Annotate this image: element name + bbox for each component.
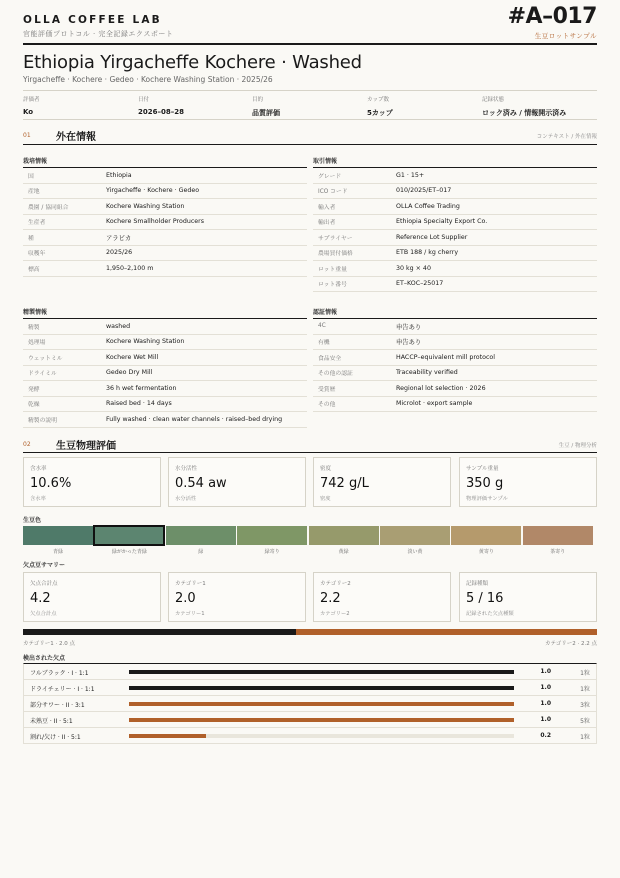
color-swatch	[94, 526, 164, 545]
processing-row	[23, 365, 307, 381]
stat-water-activity	[168, 457, 306, 507]
color-swatch-label: 黄緑	[338, 549, 349, 555]
trade-value: 010/2025/ET–017	[396, 183, 597, 199]
cultivation-row	[23, 230, 307, 246]
section-context: 生豆 / 物理分析	[558, 443, 597, 449]
processing-key: 精製の説明	[23, 412, 106, 428]
defect-bar-track	[129, 686, 514, 690]
defect-bar-track	[129, 734, 514, 738]
processing-value: Kochere Washing Station	[106, 334, 307, 350]
defect-types-card	[459, 572, 597, 622]
trade-row	[313, 261, 597, 277]
page-subtitle: Yirgacheffe · Kochere · Gedeo · Kochere Washing Station · 2025/26	[23, 75, 273, 84]
color-swatch	[523, 526, 593, 545]
certification-value: Microlot · export sample	[396, 396, 597, 412]
cultivation-title: 栽培情報	[23, 158, 48, 165]
color-swatch-label: 緑寄り	[264, 549, 280, 555]
certification-value: 申告あり	[396, 334, 597, 350]
trade-value: G1 · 15+	[396, 168, 597, 184]
processing-row	[23, 350, 307, 366]
stat-label: 欠点合計点	[30, 581, 58, 587]
trade-value: Ethiopia Specialty Export Co.	[396, 214, 597, 230]
processing-value: Fully washed · clean water channels · raised–bed drying	[106, 412, 307, 428]
stat-foot: 物理評価サンプル	[466, 496, 508, 502]
stat-label: 含水率	[30, 466, 47, 472]
stat-foot: 含水率	[30, 496, 46, 502]
color-swatch-label: 茶寄り	[550, 549, 566, 555]
page-title: Ethiopia Yirgacheffe Kochere · Washed	[23, 52, 362, 73]
stat-value: 5 / 16	[466, 591, 504, 606]
defect-count: 5粒	[580, 718, 590, 725]
cultivation-value: Yirgacheffe · Kochere · Gedeo	[106, 183, 307, 199]
color-swatch	[23, 526, 93, 545]
defect-cat1-card	[168, 572, 306, 622]
meta-purpose	[252, 95, 366, 118]
category-split-bar	[23, 629, 597, 635]
cultivation-row	[23, 183, 307, 199]
certification-key: 有機	[313, 334, 396, 350]
trade-key: 輸入者	[313, 199, 396, 215]
defect-count: 1粒	[580, 734, 590, 741]
defect-cat2-card	[313, 572, 451, 622]
stat-value: 2.0	[175, 591, 196, 606]
processing-key: 乾燥	[23, 396, 106, 412]
defect-bar-track	[129, 718, 514, 722]
stat-label: サンプル重量	[466, 466, 499, 472]
defect-value: 1.0	[540, 716, 551, 723]
stat-foot: カテゴリー1	[175, 611, 205, 617]
defect-count: 3粒	[580, 702, 590, 709]
defect-row	[24, 680, 596, 696]
defect-total-card	[23, 572, 161, 622]
cultivation-table	[23, 167, 307, 277]
cultivation-key: 産地	[23, 183, 106, 199]
stat-value: 742 g/L	[320, 476, 369, 491]
defects-title: 検出された欠点	[23, 655, 66, 662]
stat-label: 水分活性	[175, 466, 198, 472]
stat-foot: カテゴリー2	[320, 611, 350, 617]
processing-value: washed	[106, 319, 307, 335]
trade-value: 30 kg × 40	[396, 261, 597, 277]
defect-name: ドライチェリー · I · 1:1	[30, 686, 95, 693]
trade-table	[313, 167, 597, 292]
defect-value: 0.2	[540, 732, 551, 739]
cultivation-key: 生産者	[23, 214, 106, 230]
stat-value: 2.2	[320, 591, 341, 606]
cultivation-value: Ethiopia	[106, 168, 307, 184]
defect-name: フルブラック · I · 1:1	[30, 670, 89, 677]
cultivation-key: 国	[23, 168, 106, 184]
certification-key: 4C	[313, 319, 396, 335]
trade-value: ETB 188 / kg cherry	[396, 245, 597, 261]
section-number: 02	[23, 441, 31, 448]
meta-status	[482, 95, 596, 118]
processing-value: 36 h wet fermentation	[106, 381, 307, 397]
stat-foot: 記録された欠点種類	[466, 611, 514, 617]
trade-key: 輸出者	[313, 214, 396, 230]
defect-summary-title: 欠点豆サマリー	[23, 562, 66, 569]
color-swatch-label: 緑がかった青緑	[111, 549, 147, 555]
stat-foot: 密度	[320, 496, 331, 502]
certification-key: 食品安全	[313, 350, 396, 366]
processing-row	[23, 381, 307, 397]
stat-label: 密度	[320, 466, 332, 472]
cultivation-row	[23, 199, 307, 215]
meta-evaluator	[23, 95, 137, 116]
category2-label: カテゴリー2 · 2.2 点	[544, 641, 597, 647]
trade-row	[313, 230, 597, 246]
color-swatch-label: 黄寄り	[478, 549, 494, 555]
color-swatch-label: 緑	[198, 549, 204, 555]
processing-value: Gedeo Dry Mill	[106, 365, 307, 381]
sample-tag: 生豆ロットサンプル	[534, 32, 597, 40]
certification-table	[313, 318, 597, 412]
trade-key: ロット重量	[313, 261, 396, 277]
certification-row	[313, 381, 597, 397]
processing-value: Kochere Wet Mill	[106, 350, 307, 366]
certification-value: Traceability verified	[396, 365, 597, 381]
defect-count: 1粒	[580, 670, 590, 677]
cultivation-value: アラビカ	[106, 230, 307, 246]
processing-key: ドライミル	[23, 365, 106, 381]
processing-row	[23, 334, 307, 350]
cultivation-key: 種	[23, 230, 106, 246]
stat-foot: 水分活性	[175, 496, 197, 502]
stat-value: 350 g	[466, 476, 504, 491]
section-context: コンテキスト / 外在情報	[536, 134, 597, 140]
defect-value: 1.0	[540, 668, 551, 675]
stat-label: カテゴリー2	[320, 581, 351, 587]
certification-title: 認証情報	[313, 309, 338, 316]
defect-name: 割れ/欠け · II · 5:1	[30, 734, 81, 741]
stat-value: 4.2	[30, 591, 51, 606]
certification-row	[313, 334, 597, 350]
certification-row	[313, 319, 597, 335]
cultivation-key: 収穫年	[23, 245, 106, 261]
category1-label: カテゴリー1 · 2.0 点	[23, 641, 76, 647]
section-number: 01	[23, 132, 31, 139]
defect-bar-track	[129, 670, 514, 674]
processing-value: Raised bed · 14 days	[106, 396, 307, 412]
processing-row	[23, 396, 307, 412]
processing-key: 精製	[23, 319, 106, 335]
processing-title: 精製情報	[23, 309, 48, 316]
stat-density	[313, 457, 451, 507]
trade-key: ロット番号	[313, 276, 396, 292]
certification-row	[313, 365, 597, 381]
certification-row	[313, 396, 597, 412]
processing-table	[23, 318, 307, 428]
defect-value: 1.0	[540, 700, 551, 707]
processing-row	[23, 319, 307, 335]
category1-segment	[23, 629, 296, 635]
color-swatch	[309, 526, 379, 545]
cultivation-value: Kochere Washing Station	[106, 199, 307, 215]
section-divider	[23, 144, 597, 145]
meta-value: 品質評価	[252, 109, 280, 117]
meta-value: ロック済み / 情報開示済み	[482, 109, 567, 117]
meta-label: カップ数	[367, 97, 389, 103]
stat-value: 0.54 aw	[175, 476, 227, 491]
section-title: 外在情報	[56, 132, 96, 143]
meta-label: 記録状態	[482, 97, 505, 103]
cultivation-row	[23, 245, 307, 261]
cultivation-value: 1,950–2,100 m	[106, 261, 307, 277]
defects-list	[23, 663, 597, 744]
trade-row	[313, 276, 597, 292]
certification-key: 受賞歴	[313, 381, 396, 397]
stat-label: カテゴリー1	[175, 581, 206, 587]
processing-key: 発酵	[23, 381, 106, 397]
cultivation-row	[23, 168, 307, 184]
meta-label: 評価者	[23, 97, 40, 103]
section-title: 生豆物理評価	[56, 441, 116, 452]
trade-key: グレード	[313, 168, 396, 184]
defect-bar	[129, 734, 206, 738]
trade-row	[313, 199, 597, 215]
defect-bar	[129, 686, 514, 690]
color-swatch	[451, 526, 521, 545]
certification-value: Regional lot selection · 2026	[396, 381, 597, 397]
certification-value: 申告あり	[396, 319, 597, 335]
trade-key: 農場買付価格	[313, 245, 396, 261]
color-swatch	[237, 526, 307, 545]
trade-row	[313, 183, 597, 199]
defect-row	[24, 728, 596, 744]
trade-title: 取引情報	[313, 158, 338, 165]
certification-key: その他の認証	[313, 365, 396, 381]
meta-label: 日付	[138, 97, 150, 103]
meta-label: 目的	[252, 97, 264, 103]
sample-id: #A–017	[507, 4, 597, 29]
color-swatch-label: 青緑	[52, 549, 63, 555]
stat-value: 10.6%	[30, 476, 72, 491]
cultivation-row	[23, 261, 307, 277]
trade-row	[313, 168, 597, 184]
defect-bar	[129, 670, 514, 674]
brand-name: OLLA COFFEE LAB	[23, 14, 162, 26]
section-divider	[23, 452, 597, 453]
color-swatch	[380, 526, 450, 545]
header-divider	[23, 43, 597, 45]
cultivation-key: 農園 / 協同組合	[23, 199, 106, 215]
trade-value: Reference Lot Supplier	[396, 230, 597, 246]
meta-divider-top	[23, 90, 597, 91]
category2-segment	[296, 629, 597, 635]
cultivation-row	[23, 214, 307, 230]
defect-count: 1粒	[580, 686, 590, 693]
trade-key: ICO コード	[313, 183, 396, 199]
stat-foot: 欠点合計点	[30, 611, 57, 617]
trade-row	[313, 245, 597, 261]
stat-moisture	[23, 457, 161, 507]
processing-key: ウェットミル	[23, 350, 106, 366]
meta-date	[138, 95, 252, 116]
brand-subtitle: 官能評価プロトコル · 完全記録エクスポート	[23, 30, 174, 38]
defect-row	[24, 696, 596, 712]
trade-key: サプライヤー	[313, 230, 396, 246]
certification-key: その他	[313, 396, 396, 412]
stat-sample-weight	[459, 457, 597, 507]
processing-row	[23, 412, 307, 428]
defect-name: 部分サワー · II · 3:1	[30, 702, 85, 709]
defect-bar-track	[129, 702, 514, 706]
processing-key: 処理場	[23, 334, 106, 350]
defect-row	[24, 712, 596, 728]
defect-name: 未熟豆 · II · 5:1	[30, 718, 73, 725]
certification-value: HACCP–equivalent mill protocol	[396, 350, 597, 366]
meta-value: 2026–08–28	[138, 108, 184, 116]
defect-bar	[129, 702, 514, 706]
meta-cups	[367, 95, 481, 118]
meta-divider-bottom	[23, 119, 597, 120]
defect-row	[24, 664, 596, 680]
trade-value: ET–KOC–25017	[396, 276, 597, 292]
color-swatch	[166, 526, 236, 545]
color-swatch-label: 淡い黄	[407, 549, 423, 555]
meta-value: 5カップ	[367, 109, 393, 117]
green-color-title: 生豆色	[23, 517, 42, 524]
trade-row	[313, 214, 597, 230]
defect-value: 1.0	[540, 684, 551, 691]
certification-row	[313, 350, 597, 366]
cultivation-key: 標高	[23, 261, 106, 277]
defect-bar	[129, 718, 514, 722]
cultivation-value: 2025/26	[106, 245, 307, 261]
cultivation-value: Kochere Smallholder Producers	[106, 214, 307, 230]
trade-value: OLLA Coffee Trading	[396, 199, 597, 215]
meta-value: Ko	[23, 108, 34, 116]
stat-label: 記録種類	[466, 581, 489, 587]
